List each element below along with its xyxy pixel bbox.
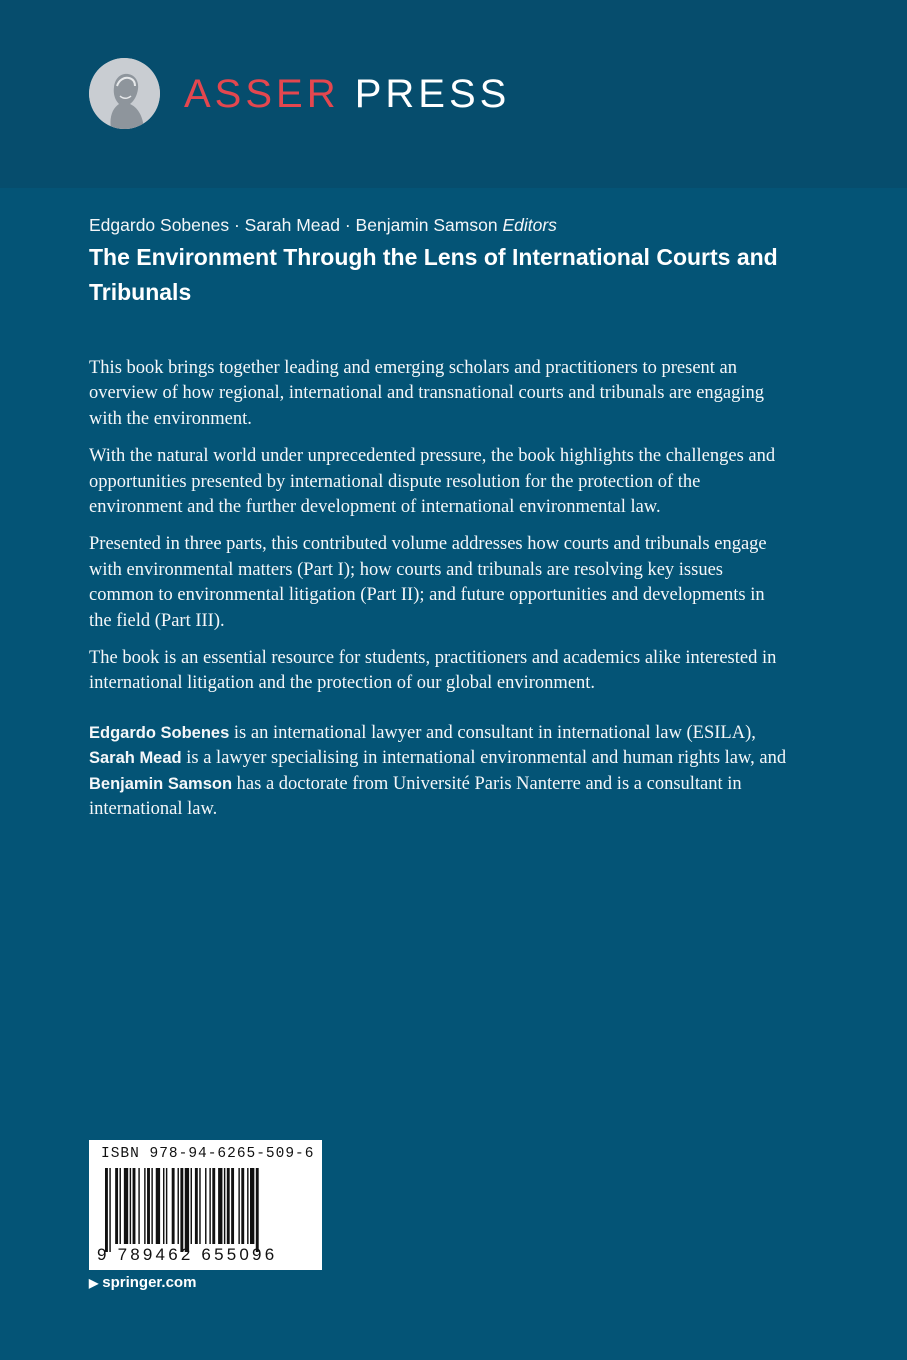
- barcode-bar: [156, 1168, 160, 1244]
- bio-name-3: Benjamin Samson: [89, 774, 233, 793]
- barcode-bar: [205, 1168, 206, 1244]
- blurb-paragraph-2: With the natural world under unprecedented pressure, the book highlights the challenges and opportunities presented by international dispute resolution for the protection of the environment and the further development of international environmental law.: [89, 446, 776, 518]
- header-band: [0, 0, 907, 188]
- book-title: The Environment Through the Lens of International Courts and Tribunals: [89, 244, 778, 305]
- editor-names: Edgardo Sobenes · Sarah Mead · Benjamin Samson: [89, 215, 498, 235]
- bio-text-1: is an international lawyer and consultant in international law (ESILA),: [229, 722, 756, 743]
- barcode-bar: [180, 1168, 183, 1252]
- springer-link[interactable]: [89, 1274, 196, 1291]
- barcode-bar: [120, 1168, 121, 1244]
- blurb-paragraph-1: This book brings together leading and emerging scholars and practitioners to present an overview of how regional, international and transnational courts and tribunals are engaging with the environment.: [89, 358, 765, 429]
- barcode-bar: [212, 1168, 215, 1244]
- portrait-icon: [89, 58, 160, 129]
- blurb-paragraph-3: Presented in three parts, this contributed volume addresses how courts and tribunals engage with environmental matters (Part I); how courts and tribunals are resolving key issues common to environmental litigation (Part II); and future opportunities and developments in the field (Part III).: [89, 534, 767, 631]
- barcode-bar: [241, 1168, 244, 1244]
- barcode-bar: [105, 1168, 108, 1252]
- springer-url: springer.com: [102, 1274, 197, 1291]
- barcode-panel: [89, 1140, 322, 1270]
- barcode-bar: [218, 1168, 222, 1244]
- barcode-bar: [224, 1168, 225, 1244]
- bio-name-1: Edgardo Sobenes: [89, 723, 230, 742]
- barcode-bar: [138, 1168, 139, 1244]
- editors-line: [89, 212, 557, 238]
- brand-asser: ASSER: [184, 72, 340, 116]
- barcode-bar: [191, 1168, 192, 1244]
- barcode-bar: [130, 1168, 131, 1244]
- barcode-bar: [151, 1168, 152, 1244]
- barcode-bar: [250, 1168, 254, 1244]
- barcode-bar: [195, 1168, 198, 1244]
- barcode-image: [105, 1168, 305, 1252]
- barcode-bar: [178, 1168, 179, 1244]
- barcode-bar: [172, 1168, 175, 1244]
- barcode-bar: [256, 1168, 259, 1252]
- barcode-bar: [247, 1168, 248, 1244]
- barcode-bar: [166, 1168, 167, 1244]
- publisher-brand: [184, 70, 510, 118]
- barcode-bar: [231, 1168, 234, 1244]
- barcode-digits: 9 789462 655096: [97, 1245, 278, 1264]
- barcode-bar: [199, 1168, 200, 1244]
- barcode-bar: [124, 1168, 128, 1244]
- barcode-bar: [209, 1168, 210, 1244]
- barcode-bar: [133, 1168, 136, 1244]
- editors-bio: [89, 721, 787, 823]
- blurb: [89, 356, 787, 835]
- barcode-bar: [185, 1168, 189, 1252]
- barcode-bar: [144, 1168, 145, 1244]
- brand-press: PRESS: [354, 72, 511, 116]
- barcode-bar: [147, 1168, 150, 1244]
- barcode-bar: [238, 1168, 239, 1244]
- publisher-logo: [89, 58, 160, 129]
- bio-text-3: has a doctorate from Université Paris Nanterre and is a consultant in international law.: [89, 773, 742, 820]
- barcode-bar: [227, 1168, 230, 1244]
- isbn-label: ISBN 978-94-6265-509-6: [101, 1146, 315, 1162]
- arrow-icon: ▶: [89, 1276, 99, 1290]
- barcode-bar: [115, 1168, 118, 1244]
- barcode-bar: [109, 1168, 110, 1252]
- editors-role: Editors: [502, 215, 557, 235]
- barcode-bar: [163, 1168, 164, 1244]
- bio-text-2: is a lawyer specialising in international environmental and human rights law, and: [181, 748, 787, 769]
- bio-name-2: Sarah Mead: [89, 749, 182, 768]
- blurb-paragraph-4: The book is an essential resource for students, practitioners and academics alike interested in international litigation and the protection of our global environment.: [89, 648, 777, 694]
